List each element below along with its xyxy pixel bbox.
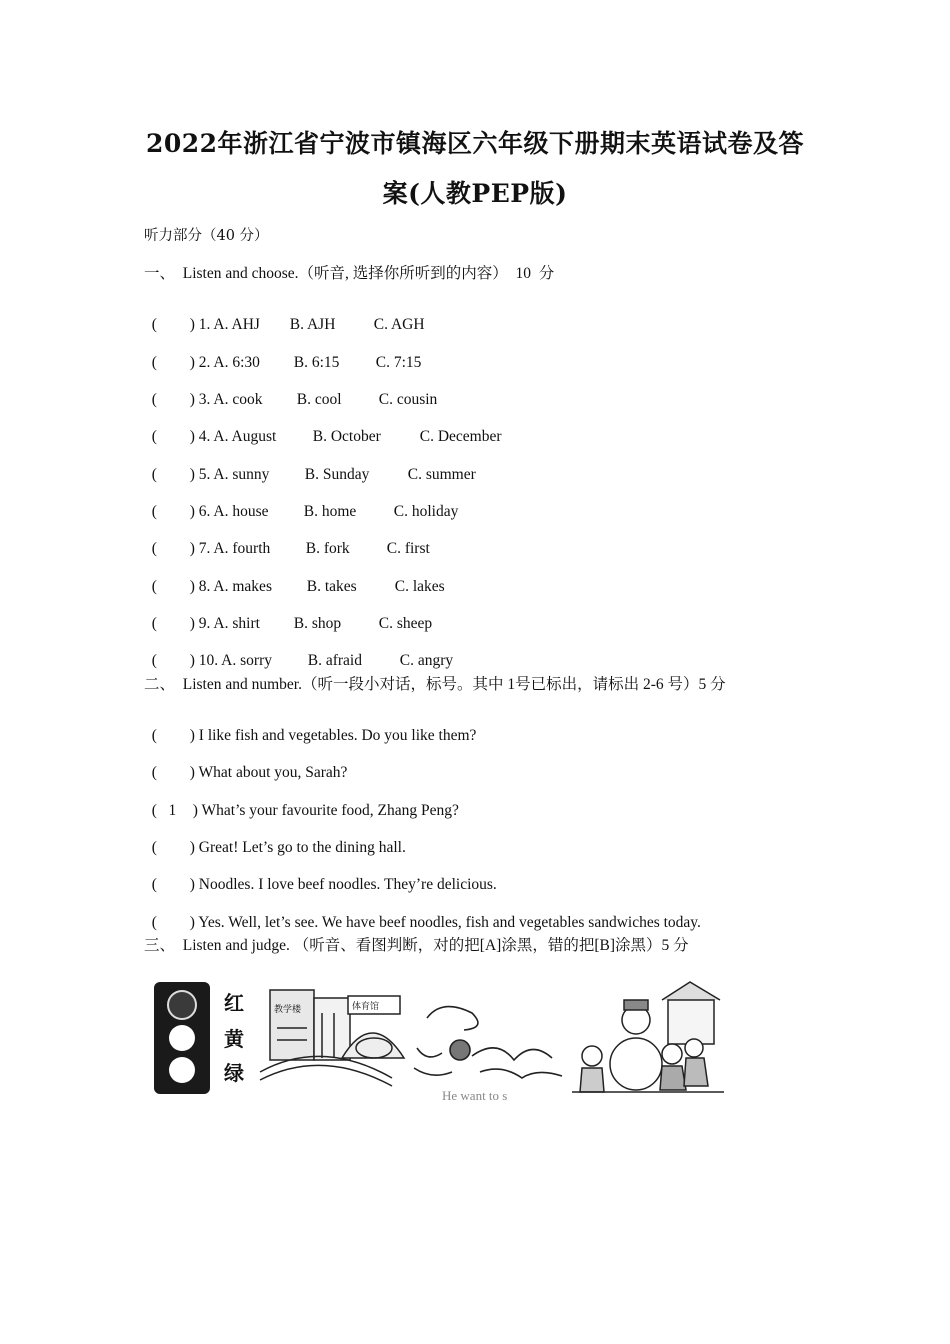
answer-blank: ( [151, 391, 157, 408]
choice-item: ( ) 5. A. sunny B. Sunday C. summer [151, 466, 476, 483]
school-buildings-picture [260, 990, 404, 1086]
answer-blank: ( [151, 503, 157, 520]
snowman-picture [572, 982, 724, 1092]
traffic-light-picture [154, 982, 245, 1094]
choice-item: ( ) 7. A. fourth B. fork C. first [151, 540, 430, 557]
answer-blank: ( 1 [151, 802, 177, 819]
dialogue-item: ( ) I like fish and vegetables. Do you like them? [151, 727, 477, 744]
building-label-gym: 体育馆 [352, 1002, 380, 1012]
choice-item: ( ) 8. A. makes B. takes C. lakes [151, 578, 445, 595]
traffic-label-green: 绿 [224, 1061, 244, 1085]
dialogue-item: ( ) Yes. Well, let’s see. We have beef noodles, fish and vegetables sandwiches today. [151, 914, 701, 931]
answer-blank: ( [151, 615, 157, 632]
answer-blank: ( [151, 652, 157, 669]
choice-item: ( ) 2. A. 6:30 B. 6:15 C. 7:15 [151, 354, 422, 371]
judge-illustration-strip [142, 968, 726, 1104]
answer-blank: ( [151, 764, 157, 781]
choice-item: ( ) 9. A. shirt B. shop C. sheep [151, 615, 433, 632]
document-title-line2: 案(人教PEP版) [382, 179, 568, 208]
building-label-teaching: 教学楼 [274, 1005, 302, 1015]
section1-heading: 一、 Listen and choose.（听音, 选择你所听到的内容） 10 分 [144, 265, 555, 282]
choice-item: ( ) 4. A. August B. October C. December [151, 428, 502, 445]
document-title-line1: 2022年浙江省宁波市镇海区六年级下册期末英语试卷及答 [145, 129, 805, 158]
choice-item: ( ) 10. A. sorry B. afraid C. angry [151, 652, 454, 669]
choice-item: ( ) 1. A. AHJ B. AJH C. AGH [151, 316, 425, 333]
section2-heading: 二、 Listen and number.（听一段小对话，标号。其中 1号已标出，请标出 2-6 号）5 分 [144, 676, 726, 693]
listening-part-header: 听力部分（40 分） [144, 228, 269, 244]
choice-item: ( ) 6. A. house B. home C. holiday [151, 503, 459, 520]
answer-blank: ( [151, 354, 157, 371]
answer-blank: ( [151, 839, 157, 856]
choice-item: ( ) 3. A. cook B. cool C. cousin [151, 391, 438, 408]
traffic-label-red: 红 [224, 991, 244, 1015]
answer-blank: ( [151, 578, 157, 595]
dialogue-item: ( ) What about you, Sarah? [151, 764, 348, 781]
dialogue-item: ( ) Great! Let’s go to the dining hall. [151, 839, 406, 856]
dialogue-item: ( ) Noodles. I love beef noodles. They’re delicious. [151, 876, 497, 893]
caption-fragment: He want to s [442, 1088, 508, 1103]
answer-blank: ( [151, 316, 157, 333]
traffic-label-yellow: 黄 [224, 1027, 244, 1051]
section3-heading: 三、 Listen and judge. （听音、看图判断，对的把[A]涂黑，错的把[B]涂黑）5 分 [144, 937, 689, 954]
answer-blank: ( [151, 540, 157, 557]
answer-blank: ( [151, 727, 157, 744]
answer-blank: ( [151, 914, 157, 931]
swimmer-picture [414, 1007, 562, 1078]
dialogue-item: ( 1 ) What’s your favourite food, Zhang Peng? [151, 802, 459, 819]
answer-blank: ( [151, 466, 157, 483]
answer-blank: ( [151, 876, 157, 893]
answer-blank: ( [151, 428, 157, 445]
